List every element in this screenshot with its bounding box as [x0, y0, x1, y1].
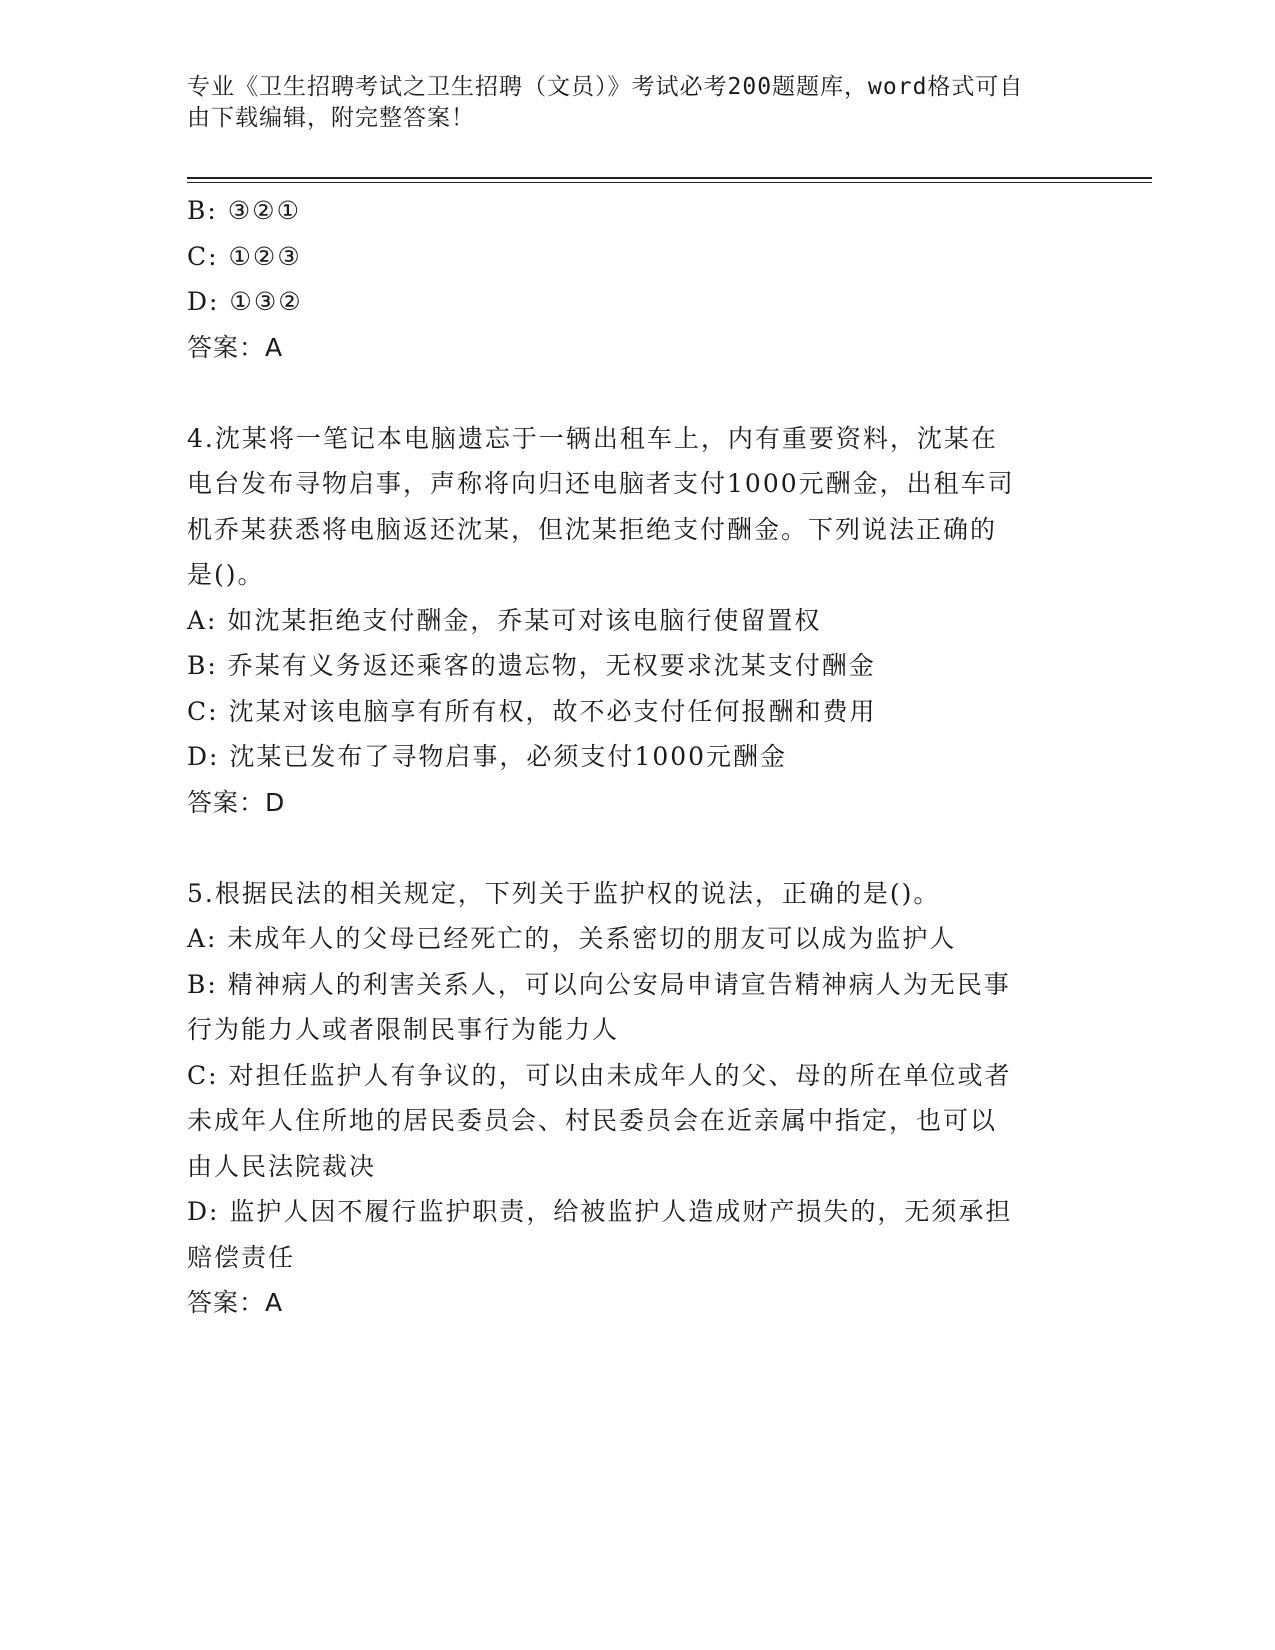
question-stem-line: 4.沈某将一笔记本电脑遗忘于一辆出租车上，内有重要资料，沈某在 — [187, 423, 998, 453]
header-rule-thick — [187, 177, 1152, 179]
question-5 — [187, 871, 1067, 1326]
header-rule-thin — [187, 182, 1152, 183]
option-c: C: ①②③ — [187, 241, 302, 271]
spacer — [187, 825, 1067, 871]
header-line-2: 由下载编辑，附完整答案！ — [187, 105, 475, 131]
option-a: A: 如沈某拒绝支付酬金，乔某可对该电脑行使留置权 — [187, 605, 822, 635]
option-d-continued: 赔偿责任 — [187, 1242, 296, 1272]
option-d: D: ①③② — [187, 287, 303, 316]
option-a: A: 未成年人的父母已经死亡的，关系密切的朋友可以成为监护人 — [187, 924, 957, 953]
header-line-1: 专业《卫生招聘考试之卫生招聘（文员）》考试必考200题题库，word格式可自 — [187, 74, 1024, 100]
question-stem-line: 5.根据民法的相关规定，下列关于监护权的说法，正确的是()。 — [187, 878, 941, 908]
document-header — [187, 72, 1067, 134]
answer-label: 答案：D — [187, 787, 286, 817]
option-c-continued: 未成年人住所地的居民委员会、村民委员会在近亲属中指定，也可以 — [187, 1106, 998, 1135]
question-4 — [187, 416, 1067, 826]
answer-label: 答案：A — [187, 332, 284, 362]
option-b-continued: 行为能力人或者限制民事行为能力人 — [187, 1015, 620, 1044]
option-b: B: ③②① — [187, 196, 301, 225]
spacer — [187, 370, 1067, 416]
question-stem-line: 机乔某获悉将电脑返还沈某，但沈某拒绝支付酬金。下列说法正确的 — [187, 514, 998, 544]
question-stem-line: 电台发布寻物启事，声称将向归还电脑者支付1000元酬金，出租车司 — [187, 469, 1015, 498]
option-c: C: 沈某对该电脑享有所有权，故不必支付任何报酬和费用 — [187, 696, 877, 726]
answer-label: 答案：A — [187, 1288, 284, 1317]
question-3-tail — [187, 188, 1067, 370]
option-b: B: 精神病人的利害关系人，可以向公安局申请宣告精神病人为无民事 — [187, 969, 1011, 999]
option-d: D: 沈某已发布了寻物启事，必须支付1000元酬金 — [187, 742, 788, 771]
document-body — [187, 188, 1067, 1326]
option-c-continued: 由人民法院裁决 — [187, 1151, 377, 1181]
option-c: C: 对担任监护人有争议的，可以由未成年人的父、母的所在单位或者 — [187, 1060, 1012, 1090]
option-d: D: 监护人因不履行监护职责，给被监护人造成财产损失的，无须承担 — [187, 1197, 1013, 1226]
question-stem-line: 是()。 — [187, 560, 265, 589]
option-b: B: 乔某有义务返还乘客的遗忘物，无权要求沈某支付酬金 — [187, 651, 876, 680]
